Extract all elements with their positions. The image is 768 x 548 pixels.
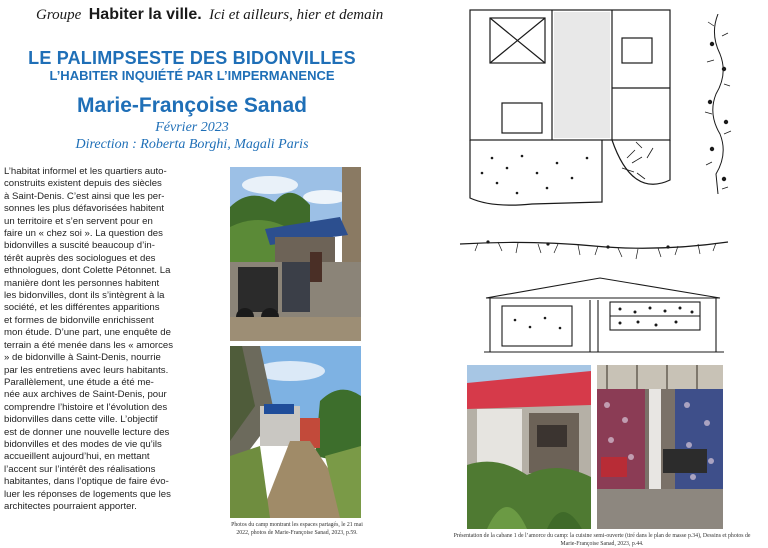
abstract-text — [4, 166, 192, 513]
abstract-line: les bidonvilles, dont ils s’intègrent à la — [4, 290, 165, 302]
photo-caption-left — [222, 521, 372, 537]
series-name: Habiter la ville. — [88, 6, 202, 23]
abstract-line: par les entretiens avec leurs habitants. — [4, 364, 169, 376]
abstract-line: Parallèlement, une étude a été me- — [4, 376, 154, 388]
series-subtitle: Ici et ailleurs, hier et demain — [209, 7, 384, 23]
abstract-line: bidonvilles et des modes de vie qu’ils — [4, 438, 162, 450]
series-header — [36, 6, 396, 28]
page-title: LE PALIMPSESTE DES BIDONVILLES — [28, 48, 356, 68]
abstract-line: ethnologues, dont Colette Pétonnet. La — [4, 265, 171, 277]
abstract-line: bidonvilles a suscité beaucoup d’in- — [4, 240, 155, 252]
garland-drawing — [458, 232, 730, 262]
abstract-line: un territoire et s’en servent pour en — [4, 215, 153, 227]
abstract-line: faire un « chez soi ». La question des — [4, 228, 163, 240]
vine-drawing — [700, 14, 736, 194]
abstract-line: comprendre l’histoire et l’évolution des — [4, 401, 168, 413]
abstract-line: est de donner une nouvelle lecture des — [4, 426, 170, 438]
camp-photo-2 — [230, 346, 361, 518]
publication-date: Février 2023 — [155, 120, 229, 135]
abstract-line: bidonvilles dans cette ville. L’objectif — [4, 414, 158, 426]
abstract-line: construits existent depuis des siècles — [4, 178, 162, 190]
author-name: Marie-Françoise Sanad — [77, 94, 307, 117]
abstract-line: terrain a été menée dans les « amorces — [4, 339, 174, 351]
caption-right-line-2: Marie-Françoise Sanad, 2023, p.44. — [560, 541, 644, 547]
abstract-line: née aux archives de Saint-Denis, pour — [4, 389, 167, 401]
photo-caption-right — [440, 532, 764, 548]
series-group-label: Groupe — [36, 7, 82, 23]
abstract-line: L’habitat informel et les quartiers auto- — [4, 166, 167, 177]
interior-photo — [597, 365, 723, 529]
abstract-line: sonnes les plus défavorisées habitent — [4, 203, 164, 215]
abstract-line: architectes pourraient apporter. — [4, 500, 137, 512]
abstract-line: manière dont les personnes habitent — [4, 277, 160, 289]
elevation-drawing — [480, 272, 726, 356]
supervisors: Direction : Roberta Borghi, Magali Paris — [75, 137, 309, 152]
abstract-line: térêt auprès des sociologues et des — [4, 252, 156, 264]
abstract-line: accueillent aujourd’hui, en mettant — [4, 451, 150, 463]
abstract-line: habitantes, dans l’optique de faire évo- — [4, 476, 169, 488]
caption-left-line-2: 2022, photos de Marie-Françoise Sanad, 2023, p.59. — [236, 530, 358, 536]
abstract-line: l’accent sur l’intérêt des réalisations — [4, 463, 156, 475]
abstract-line: et formes de bidonville enrichissent — [4, 314, 154, 326]
page-subtitle: L’HABITER INQUIÉTÉ PAR L’IMPERMANENCE — [49, 68, 335, 83]
caption-left-line-1: Photos du camp montrant les espaces partagés, le 21 mai — [231, 522, 363, 528]
camp-photo-1 — [230, 167, 361, 341]
site-plan-drawing — [462, 8, 682, 218]
kitchen-photo — [467, 365, 591, 529]
abstract-line: société, et les différentes apparitions — [4, 302, 160, 314]
abstract-line: luer les réponses de logements que les — [4, 488, 171, 500]
abstract-line: à Saint-Denis. C’est ainsi que les per- — [4, 190, 165, 202]
abstract-line: mon étude. D’une part, une enquête de — [4, 327, 171, 339]
caption-right-line-1: Présentation de la cabane 1 de l’amorce du camp: la cuisine semi-ouverte (tiré dans le plan de masse p.34), Dessins et photos de — [453, 533, 751, 539]
abstract-line: » de bidonville à Saint-Denis, nourrie — [4, 352, 161, 364]
